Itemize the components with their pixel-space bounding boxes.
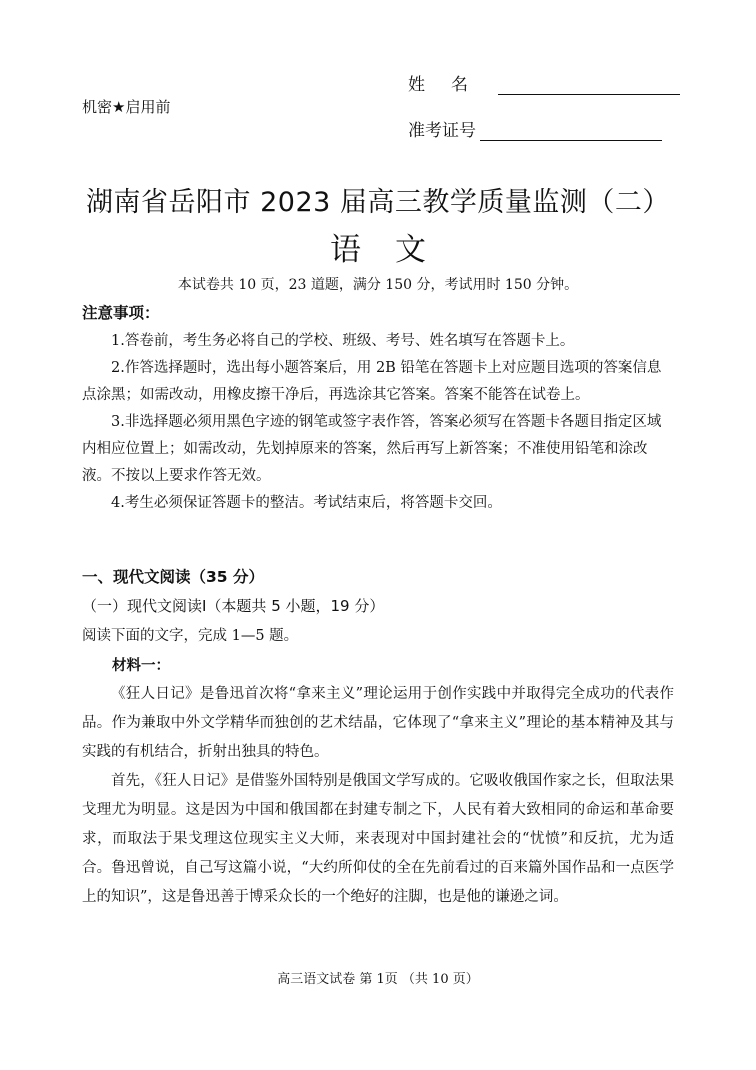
confidential-label: 机密★启用前: [82, 98, 171, 116]
section-heading: 一、现代文阅读（35 分）: [82, 568, 264, 586]
subject-title: 语文: [330, 232, 460, 268]
body-paragraph: 《狂人日记》是鲁迅首次将“拿来主义”理论运用于创作实践中并取得完全成功的代表作品。作为兼取中外文学精华而独创的艺术结晶，它体现了“拿来主义”理论的基本精神及其与实践的有机结合，折射出独具的特色。: [82, 686, 674, 760]
name-blank-line: [498, 74, 680, 95]
exam-id-field: [408, 116, 662, 141]
material-label: 材料一：: [112, 658, 170, 674]
exam-title: 湖南省岳阳市 2023 届高三教学质量监测（二）: [86, 187, 670, 218]
notice-item: 3.非选择题必须用黑色字迹的钢笔或签字表作答，答案必须写在答题卡各题目指定区域内相应位置上；如需改动，先划掉原来的答案，然后再写上新答案；不准使用铅笔和涂改液。不按以上要求作答无效。: [82, 414, 662, 484]
notice-item: 2.作答选择题时，选出每小题答案后，用 2B 铅笔在答题卡上对应题目选项的答案信息点涂黑；如需改动，用橡皮擦干净后，再选涂其它答案。答案不能答在试卷上。: [82, 360, 662, 403]
notice-item: 4.考生必须保证答题卡的整洁。考试结束后，将答题卡交回。: [111, 495, 502, 511]
exam-id-label: 准考证号: [408, 121, 476, 141]
body-paragraph: 首先，《狂人日记》是借鉴外国特别是俄国文学写成的。它吸收俄国作家之长，但取法果戈理尤为明显。这是因为中国和俄国都在封建专制之下，人民有着大致相同的命运和革命要求，而取法于果戈理这位现实主义大师，来表现对中国封建社会的“忧愤”和反抗，尤为适合。鲁迅曾说，自己写这篇小说，“大约所仰仗的全在先前看过的百来篇外国作品和一点医学上的知识”，这是鲁迅善于博采众长的一个绝好的注脚，也是他的谦逊之词。: [82, 773, 674, 905]
reading-instruction: 阅读下面的文字，完成 1—5 题。: [82, 628, 299, 644]
notice-heading: 注意事项：: [82, 304, 160, 322]
notice-item: 1.答卷前，考生务必将自己的学校、班级、考号、姓名填写在答题卡上。: [111, 333, 575, 349]
name-field: [408, 70, 680, 95]
page-footer: 高三语文试卷 第 1页 （共 10 页）: [277, 972, 479, 987]
name-label: 姓名: [408, 75, 494, 95]
exam-info: 本试卷共 10 页，23 道题，满分 150 分，考试用时 150 分钟。: [177, 277, 579, 293]
material-text: [82, 680, 674, 912]
notice-list: [82, 328, 672, 517]
subsection-heading: （一）现代文阅读Ⅰ（本题共 5 小题，19 分）: [82, 597, 385, 615]
exam-id-blank-line: [480, 120, 662, 141]
